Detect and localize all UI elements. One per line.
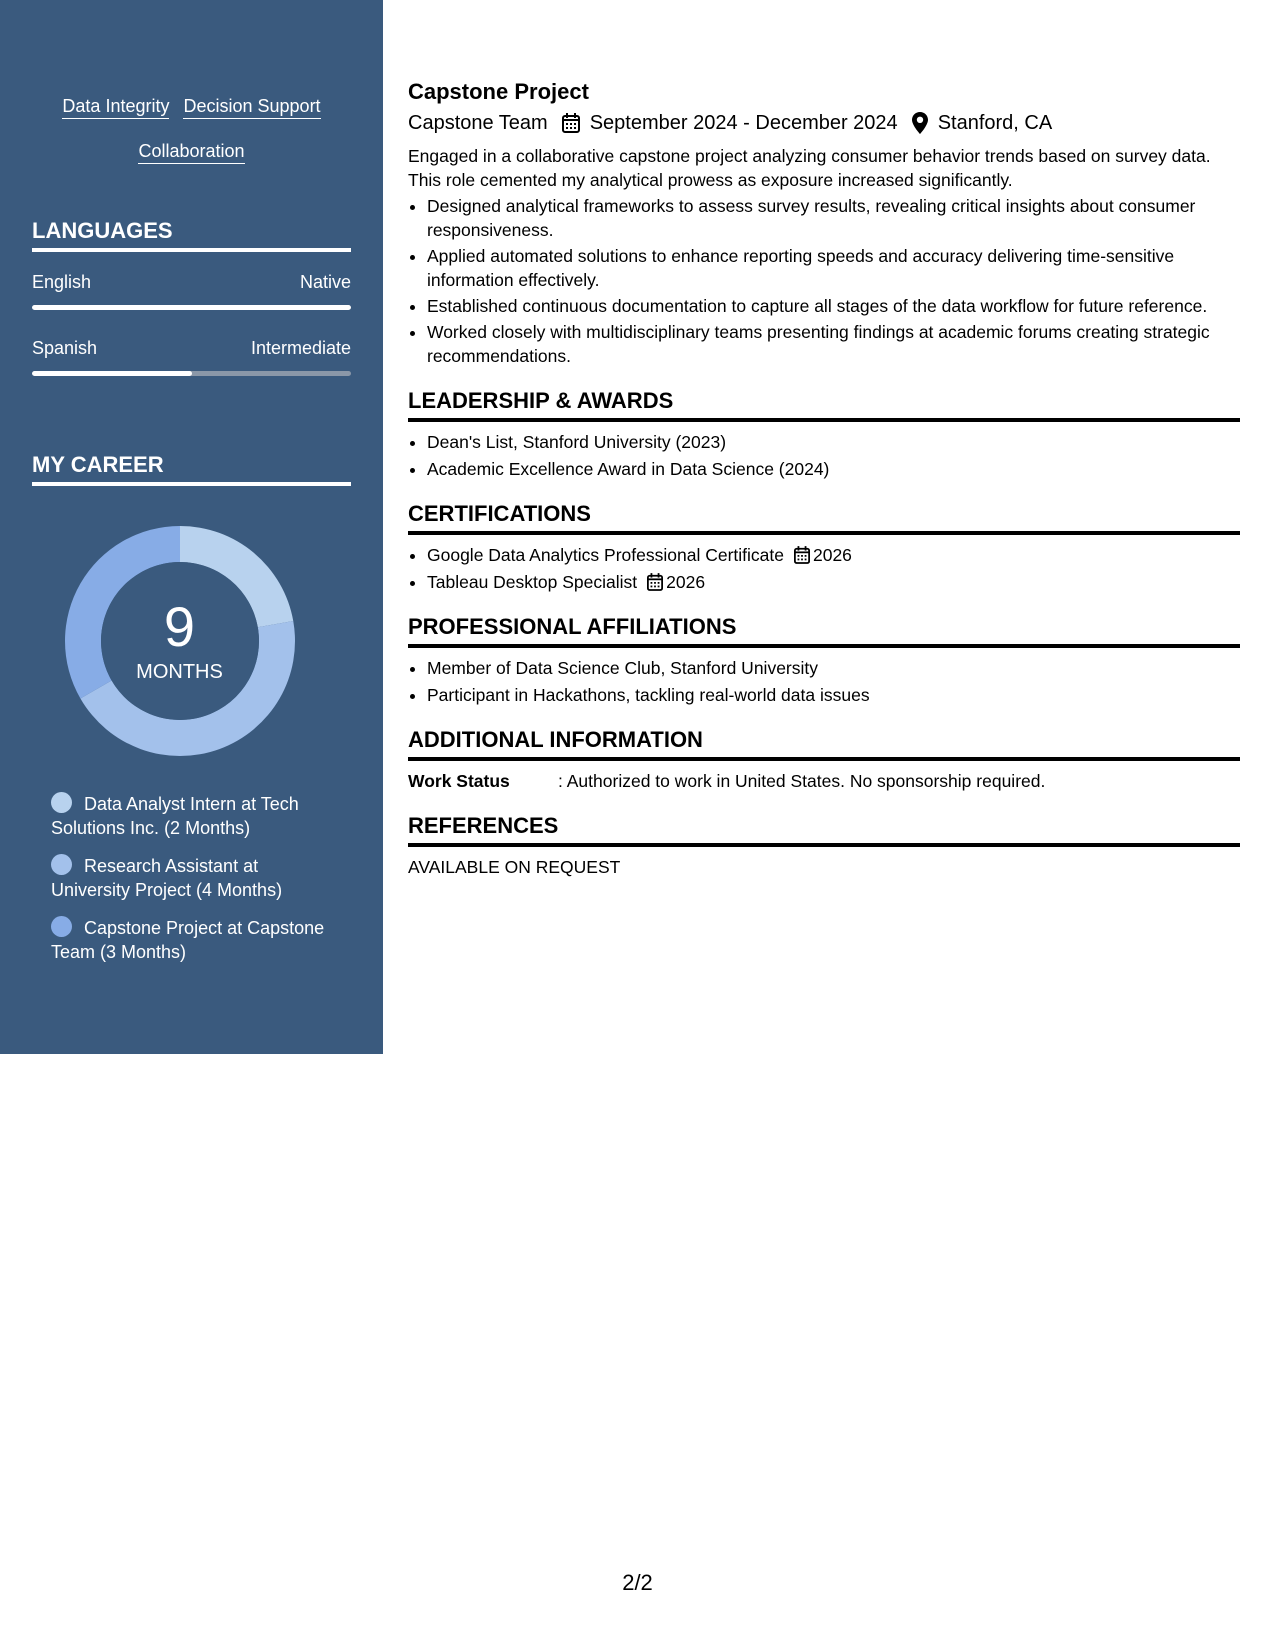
list-item	[427, 543, 1240, 567]
leadership-heading: LEADERSHIP & AWARDS	[408, 388, 1240, 422]
career-item	[51, 854, 331, 902]
cert-name: Tableau Desktop Specialist	[427, 572, 638, 592]
job-dates: September 2024 - December 2024	[589, 112, 898, 134]
language-level-fill	[32, 305, 351, 310]
career-item	[51, 792, 331, 840]
career-item-label: Research Assistant at University Project (4 Months)	[51, 856, 283, 900]
location-pin-icon	[912, 112, 928, 134]
career-unit: MONTHS	[136, 660, 223, 683]
career-item	[51, 916, 331, 964]
career-donut	[65, 526, 295, 756]
career-heading: MY CAREER	[32, 452, 351, 486]
job-location: Stanford, CA	[937, 112, 1053, 134]
legend-dot	[51, 792, 72, 813]
calendar-icon	[647, 573, 663, 591]
list-item: • Member of Data Science Club, Stanford University	[427, 656, 1240, 680]
work-status-row	[408, 769, 1240, 793]
career-list	[32, 792, 351, 964]
work-status-label: Work Status	[408, 771, 510, 791]
career-item-label: Data Analyst Intern at Tech Solutions Inc. (2 Months)	[51, 794, 299, 838]
job-org: Capstone Team	[408, 112, 548, 134]
list-item: • Worked closely with multidisciplinary teams presenting findings at academic forums creating strategic recommendations.	[427, 320, 1240, 368]
job-title: Capstone Project	[408, 79, 589, 104]
list-item	[427, 570, 1240, 594]
career-total: 9	[163, 594, 196, 658]
job-meta	[408, 108, 1240, 138]
work-status-value: : Authorized to work in United States. No sponsorship required.	[558, 771, 1046, 791]
job-description: Engaged in a collaborative capstone project analyzing consumer behavior trends based on survey data. This role cemented my analytical prowess as exposure increased significantly.	[408, 146, 1211, 190]
list-item: • Established continuous documentation to capture all stages of the data workflow for future reference.	[427, 294, 1240, 318]
references-heading: REFERENCES	[408, 813, 1240, 847]
cert-year: 2026	[666, 572, 706, 592]
affiliations-heading: PROFESSIONAL AFFILIATIONS	[408, 614, 1240, 648]
certifications-list	[427, 543, 1240, 594]
language-level: Intermediate	[250, 338, 351, 358]
leadership-list	[427, 430, 1240, 481]
list-item: • Dean's List, Stanford University (2023)	[427, 430, 1240, 454]
language-level: Native	[299, 272, 351, 292]
job-bullets	[427, 194, 1240, 368]
list-item: • Academic Excellence Award in Data Science (2024)	[427, 457, 1240, 481]
language-spanish	[32, 338, 351, 376]
page-number: 2/2	[622, 1570, 653, 1595]
skills-list	[32, 0, 351, 174]
sidebar	[0, 0, 383, 1054]
references-text: AVAILABLE ON REQUEST	[408, 857, 621, 877]
additional-info-heading: ADDITIONAL INFORMATION	[408, 727, 1240, 761]
language-level-bar	[32, 305, 351, 310]
languages-heading: LANGUAGES	[32, 218, 351, 252]
certifications-heading: CERTIFICATIONS	[408, 501, 1240, 535]
skill-tag: Decision Support	[183, 95, 320, 119]
skill-tag: Collaboration	[138, 140, 244, 164]
language-name: English	[32, 272, 92, 292]
cert-year: 2026	[812, 545, 852, 565]
calendar-icon	[794, 546, 810, 564]
calendar-icon	[562, 113, 580, 133]
career-item-label: Capstone Project at Capstone Team (3 Months)	[51, 918, 325, 962]
list-item: • Designed analytical frameworks to assess survey results, revealing critical insights about consumer responsiveness.	[427, 194, 1240, 242]
list-item: • Applied automated solutions to enhance reporting speeds and accuracy delivering time-sensitive information effectively.	[427, 244, 1240, 292]
main-content	[408, 78, 1240, 879]
language-english	[32, 272, 351, 310]
language-level-fill	[32, 371, 192, 376]
skill-tag: Data Integrity	[62, 95, 169, 119]
language-level-bar	[32, 371, 351, 376]
list-item: • Participant in Hackathons, tackling real-world data issues	[427, 683, 1240, 707]
cert-name: Google Data Analytics Professional Certificate	[427, 545, 784, 565]
legend-dot	[51, 916, 72, 937]
legend-dot	[51, 854, 72, 875]
language-name: Spanish	[32, 338, 98, 358]
affiliations-list	[427, 656, 1240, 707]
